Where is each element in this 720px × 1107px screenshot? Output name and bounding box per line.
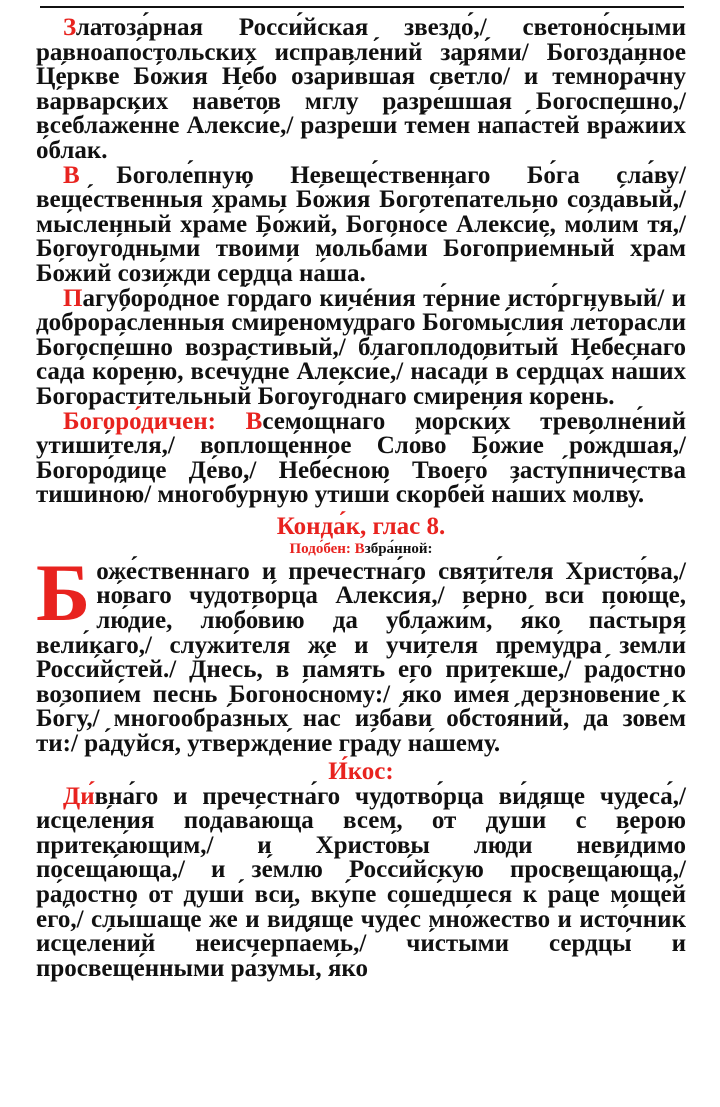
troparion-stanza-3: [36, 284, 686, 410]
troparion-stanza-1: [36, 16, 686, 164]
troparion-stanza-2: [36, 161, 686, 287]
ikos-text: вна́го и пречестна́го чудотво́рца ви́дяще чудеса́,/ исцеле́ния подава́юща всем, от души́ с ве́рою притека́ющим,/ и Христо́вы лю́ди неви́димо посеща́юща,/ и зе́млю Росси́йскую просвеща́юща,/ ра́достно от души́ вси, вку́пе соше́дшеся к ра́це моще́й его́,/ слы́шаще же и ви́дяще чуде́с мно́жество и исто́чник исцеле́ний неисчерпа́емь,/ чи́стыми сердцы́ и просвеще́нными ра́зумы, я́ко: [36, 782, 686, 982]
theotokion-text: семо́щнаго морски́х треволне́ний утиши́теля,/ воплоще́нное Сло́во Бо́жие ро́ждшая,/ Богоро́дице Де́во,/ Небе́сною Твоего́ засту́пничества тишино́ю/ многобу́рную утиши́ скорбе́й на́ших молву́.: [36, 407, 686, 509]
podoben-label: Подо́бен:: [289, 540, 351, 557]
stanza-2-initial: В: [63, 161, 80, 189]
stanza-3-text: агуборо́дное го́рдаго кичéния те́рние исто́ргнувый/ и доброра́сленныя смиреному́драго Богомы́слия ле́торасли Богоспе́шно возрасти́вый,/ благоплодови́тый Небе́снаго сада́ ко́реню, всечу́дне Алекси́е,/ насади́ в сердца́х на́ших Богорасти́тельный Богоуго́днаго смире́ния ко́рень.: [36, 284, 686, 410]
kontakion-text: оже́ственнаго и пречестна́го святи́теля Христо́ва,/ но́ваго чудотво́рца Алекси́я,/ ве́рно вси пою́ще, лю́дие, любо́вию да ублажи́м, я́ко па́стыря вели́каго,/ служи́теля же и учи́теля прему́дра земли́ Росси́йстей./ Днесь, в па́мять его́ прите́кше,/ ра́достно возопие́м песнь Богоно́сному:/ я́ко име́я дерзнове́ние к Бо́гу,/ многообра́зных нас изба́ви обстоя́ний, да зове́м ти:/ ра́дуйся, утвержде́ние гра́ду на́шему.: [36, 557, 686, 758]
kontakion-dropcap: Б: [36, 546, 91, 638]
theotokion-initial: В: [245, 407, 263, 435]
podoben-text: збра́нной:: [364, 540, 433, 557]
stanza-2-text: Боголе́пную Невеще́ственнаго Бо́га сла́ву/ веще́ственныя хра́мы Бо́жия Боготе́пательно созда́вый,/ мы́сленный хра́ме Бо́жий, Богоно́се Алекси́е, мо́лим тя,/ Богоуго́дными твои́ми мольба́ми Богоприе́мный храм Бо́жий сози́жди сердца́ на́ша.: [36, 161, 686, 287]
stanza-3-initial: П: [63, 284, 83, 312]
kontakion-heading: Конда́к, глас 8.: [276, 512, 446, 540]
theotokion-label: Богоро́дичен:: [63, 407, 216, 435]
podoben-line: [36, 540, 686, 558]
ikos-initial: Ди́: [63, 782, 95, 810]
ikos-text-block: [36, 782, 686, 982]
top-rule: [40, 6, 684, 8]
stanza-1-initial: З: [63, 14, 76, 41]
podoben-initial: В: [354, 540, 365, 557]
stanza-1-text: латоза́рная Росси́йская звездо́,/ светоно́сными равноапо́стольских исправле́ний заря́ми/ Богозда́нное Це́ркве Бо́жия Не́бо озари́вшая све́тло/ и темнора́чну ва́рварских наве́тов мглу разре́шшая Богоспе́шно,/ всеблаже́нне Алекси́е,/ разреши́ те́мен напа́стей вра́жиих о́блак.: [36, 14, 686, 164]
theotokion: [36, 407, 686, 509]
ikos-heading: И́кос:: [328, 757, 394, 785]
text-body: [36, 16, 686, 981]
